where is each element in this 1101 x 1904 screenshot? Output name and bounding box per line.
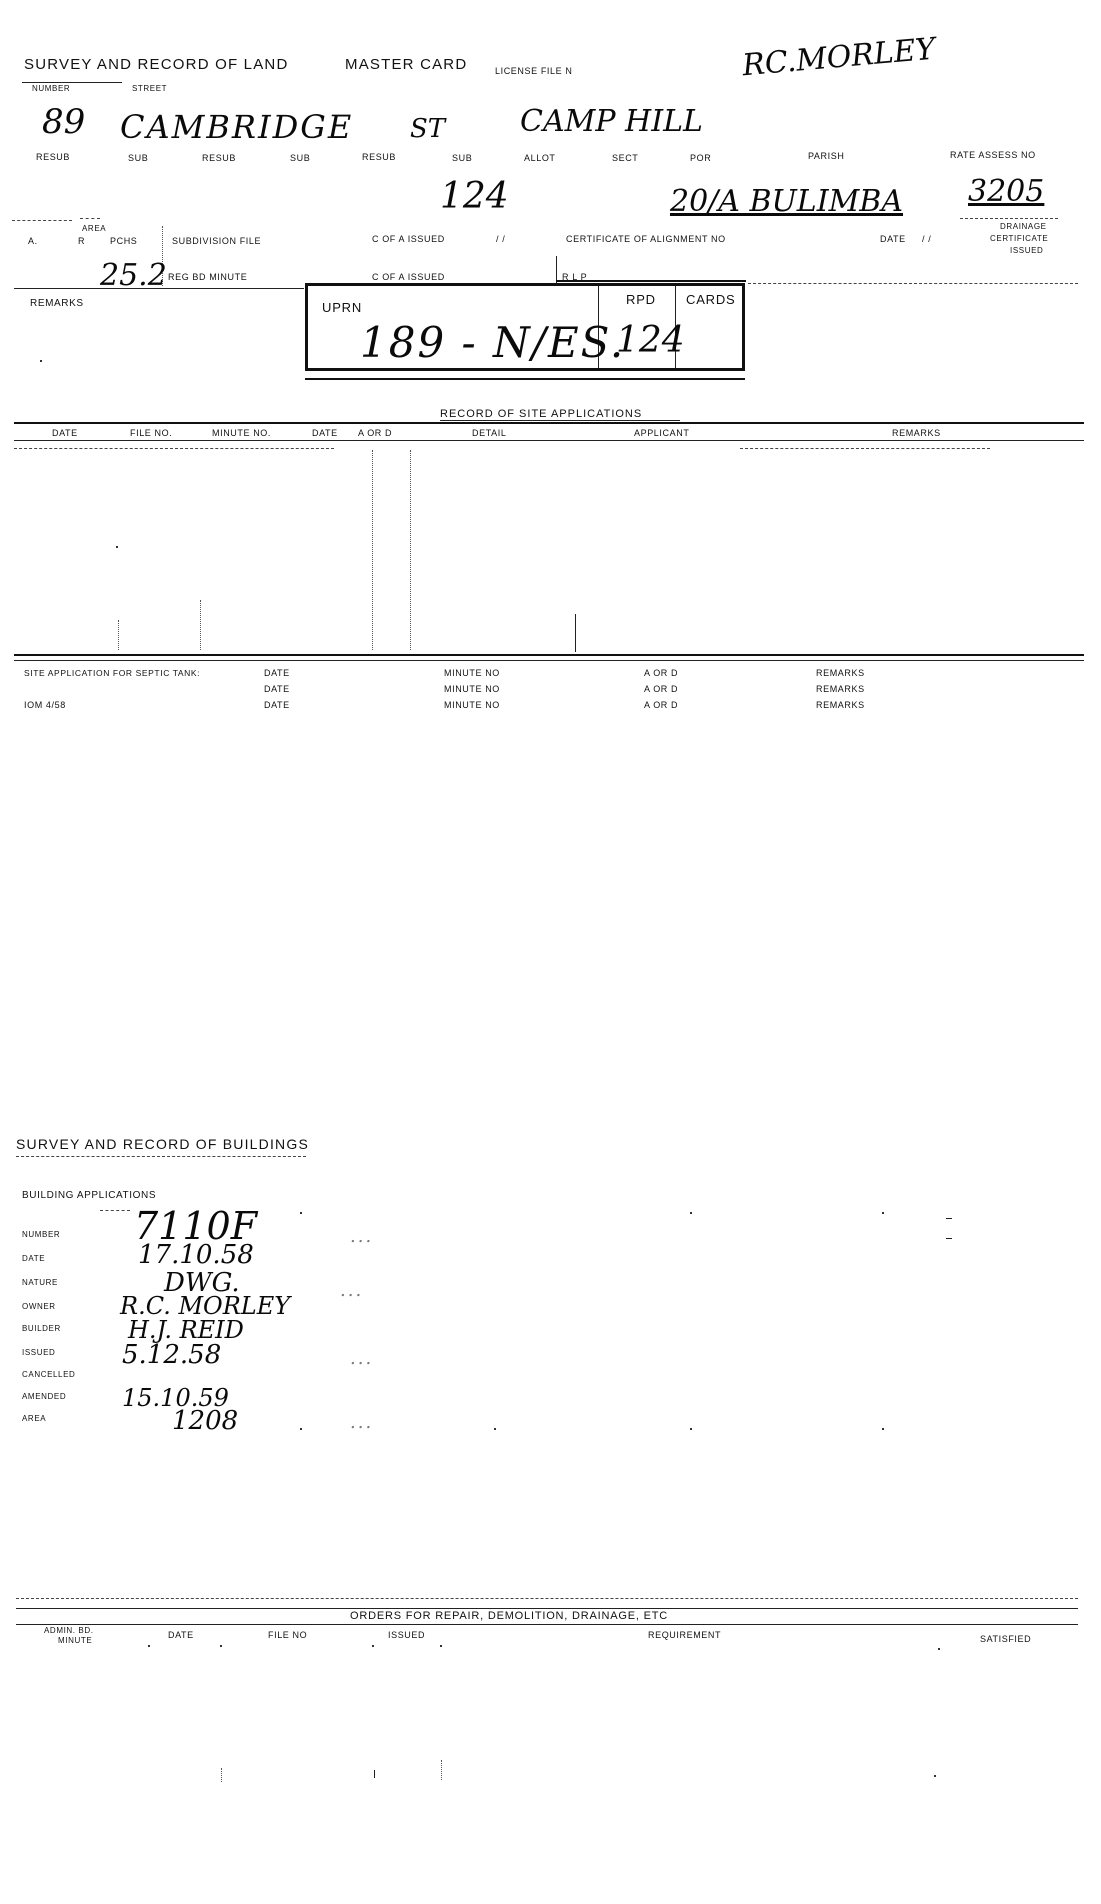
- site-col: A OR D: [358, 428, 393, 438]
- header-col: PARISH: [808, 151, 845, 161]
- street-type: ST: [410, 114, 446, 144]
- site-col: MINUTE NO.: [212, 428, 271, 438]
- building-amended: 15.10.59: [122, 1384, 229, 1412]
- master-card-label: MASTER CARD: [345, 56, 468, 73]
- building-issued: 5.12.58: [122, 1340, 222, 1370]
- septic-remarks: REMARKS: [816, 684, 865, 694]
- land-title: SURVEY AND RECORD OF LAND: [24, 56, 289, 73]
- septic-label: SITE APPLICATION FOR SEPTIC TANK:: [24, 668, 201, 678]
- uprn-box: [305, 283, 745, 371]
- faint-number: ...: [350, 1226, 374, 1247]
- header-col: SUB: [128, 153, 149, 163]
- allot-value: 124: [440, 176, 509, 217]
- number-value: 89: [42, 102, 86, 142]
- building-applications-label: BUILDING APPLICATIONS: [22, 1190, 157, 1201]
- suburb-value: CAMP HILL: [520, 104, 703, 139]
- building-date: 17.10.58: [138, 1240, 254, 1270]
- building-owner: R.C. MORLEY: [120, 1292, 291, 1320]
- license-file-label: LICENSE FILE N: [495, 66, 573, 76]
- header-col: SECT: [612, 153, 639, 163]
- faint-issued: ...: [350, 1348, 374, 1369]
- por-value: 20/A BULIMBA: [670, 184, 904, 219]
- site-col: REMARKS: [892, 428, 941, 438]
- orders-col: FILE NO: [268, 1630, 308, 1640]
- building-nature: DWG.: [164, 1268, 240, 1298]
- site-apps-title: RECORD OF SITE APPLICATIONS: [440, 408, 643, 420]
- site-col: DATE: [52, 428, 78, 438]
- header-col: RESUB: [362, 152, 397, 162]
- area-value: 25.2: [100, 258, 167, 293]
- cards-label: CARDS: [686, 292, 736, 307]
- area-label: AREA: [82, 224, 107, 233]
- rate-value: 3205: [968, 174, 1045, 209]
- field-label: BUILDER: [22, 1324, 61, 1333]
- date-label: DATE: [880, 234, 906, 244]
- a-label: A.: [28, 236, 38, 246]
- field-label: OWNER: [22, 1302, 56, 1311]
- cofa-issued-2-label: C OF A ISSUED: [372, 272, 445, 282]
- header-col: ALLOT: [524, 153, 556, 163]
- remarks-label: REMARKS: [30, 298, 84, 309]
- septic-remarks: REMARKS: [816, 668, 865, 678]
- header-col: RATE ASSESS NO: [950, 150, 1036, 160]
- buildings-title: SURVEY AND RECORD OF BUILDINGS: [16, 1136, 309, 1152]
- site-col: DATE: [312, 428, 338, 438]
- site-col: APPLICANT: [634, 428, 690, 438]
- uprn-label: UPRN: [322, 300, 363, 315]
- orders-col: DATE: [168, 1630, 194, 1640]
- header-col: POR: [690, 153, 712, 163]
- site-col: DETAIL: [472, 428, 507, 438]
- orders-col: ISSUED: [388, 1630, 426, 1640]
- uprn-value: 189 - N/ES.: [360, 318, 626, 367]
- septic-minute: MINUTE NO: [444, 700, 500, 710]
- minute-label: MINUTE: [58, 1636, 93, 1645]
- orders-col: REQUIREMENT: [648, 1630, 722, 1640]
- header-col: RESUB: [202, 153, 237, 163]
- street-label: STREET: [132, 84, 168, 93]
- building-builder: H.J. REID: [128, 1316, 244, 1344]
- form-code: IOM 4/58: [24, 700, 66, 710]
- pchs-label: PCHS: [110, 236, 138, 246]
- septic-aord: A OR D: [644, 684, 679, 694]
- owner-handwritten: RC.MORLEY: [740, 31, 937, 84]
- site-col: FILE NO.: [130, 428, 173, 438]
- septic-date: DATE: [264, 684, 290, 694]
- orders-title: ORDERS FOR REPAIR, DEMOLITION, DRAINAGE, ETC: [350, 1610, 668, 1622]
- drainage-cert-line: DRAINAGE: [1000, 222, 1047, 231]
- septic-date: DATE: [264, 668, 290, 678]
- r-label: R: [78, 236, 86, 246]
- drainage-cert-line: ISSUED: [1010, 246, 1044, 255]
- septic-date: DATE: [264, 700, 290, 710]
- field-label: AMENDED: [22, 1392, 67, 1401]
- field-label: NUMBER: [22, 1230, 61, 1239]
- date-slashes: / /: [496, 234, 506, 244]
- reg-bd-minute-label: REG BD MINUTE: [168, 272, 248, 282]
- header-col: SUB: [290, 153, 311, 163]
- number-label: NUMBER: [32, 84, 71, 93]
- septic-remarks: REMARKS: [816, 700, 865, 710]
- header-col: SUB: [452, 153, 473, 163]
- header-col: RESUB: [36, 152, 71, 162]
- cofa-issued-label: C OF A ISSUED: [372, 234, 445, 244]
- field-label: CANCELLED: [22, 1370, 76, 1379]
- septic-minute: MINUTE NO: [444, 668, 500, 678]
- admin-bd-label: ADMIN. BD.: [44, 1626, 94, 1635]
- septic-aord: A OR D: [644, 700, 679, 710]
- rpd-value: 124: [616, 320, 685, 361]
- septic-aord: A OR D: [644, 668, 679, 678]
- faint-nature: ...: [340, 1280, 364, 1301]
- field-label: DATE: [22, 1254, 46, 1263]
- building-number: 7110F: [134, 1204, 258, 1248]
- cert-alignment-label: CERTIFICATE OF ALIGNMENT NO: [566, 234, 726, 244]
- field-label: ISSUED: [22, 1348, 56, 1357]
- rlp-label: R L P: [562, 272, 588, 282]
- street-value: CAMBRIDGE: [120, 108, 354, 146]
- septic-minute: MINUTE NO: [444, 684, 500, 694]
- orders-col: SATISFIED: [980, 1634, 1032, 1644]
- building-area: 1208: [172, 1406, 239, 1436]
- faint-area: ...: [350, 1412, 374, 1433]
- drainage-cert-line: CERTIFICATE: [990, 234, 1049, 243]
- subdivision-file-label: SUBDIVISION FILE: [172, 236, 262, 246]
- field-label: AREA: [22, 1414, 47, 1423]
- date-slashes-2: / /: [922, 234, 932, 244]
- rpd-label: RPD: [626, 292, 656, 307]
- field-label: NATURE: [22, 1278, 58, 1287]
